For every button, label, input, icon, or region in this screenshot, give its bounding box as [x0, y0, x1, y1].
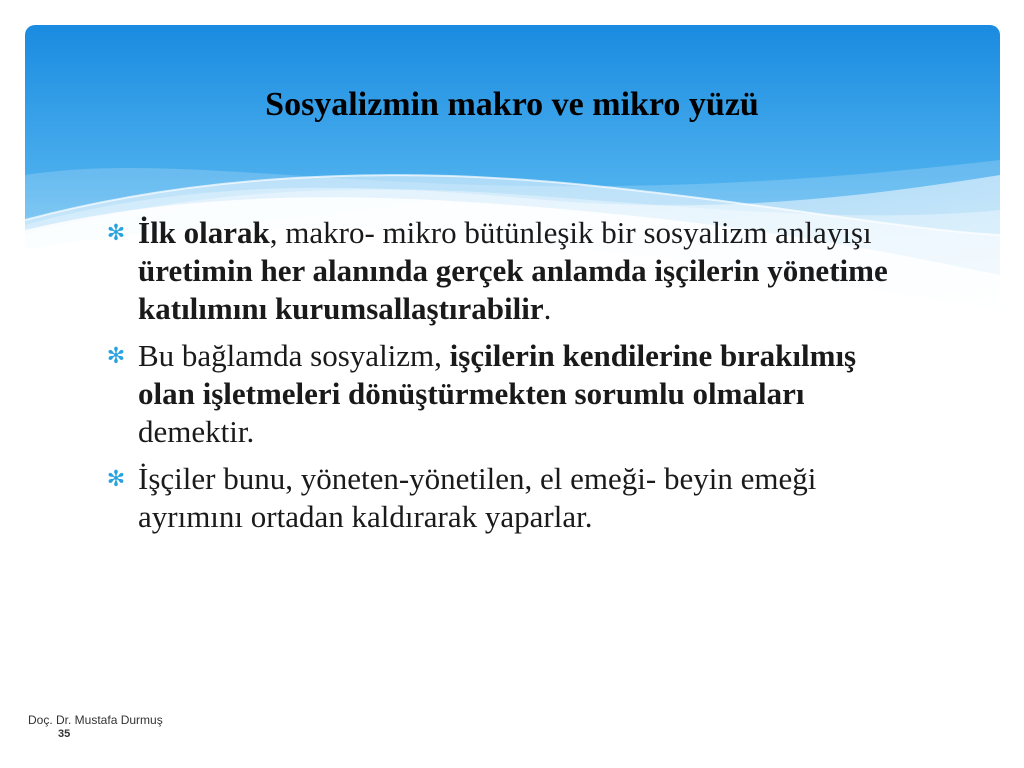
- bullet-text: Bu bağlamda sosyalizm,: [138, 338, 450, 373]
- asterisk-bullet-icon: ✻: [106, 467, 126, 492]
- bullet-text-bold: işçilerin kendilerine bırakılmış olan işletmeleri dönüştürmekten sorumlu olmaları: [138, 338, 857, 411]
- list-item: [106, 460, 906, 536]
- list-item: [106, 337, 906, 451]
- bullet-text: İşçiler bunu, yöneten-yönetilen, el emeği- beyin emeği ayrımını ortadan kaldırarak yaparlar.: [138, 461, 817, 534]
- bullet-text-bold: İlk olarak: [138, 215, 270, 250]
- bullet-text: demektir.: [138, 414, 255, 449]
- asterisk-bullet-icon: ✻: [106, 221, 126, 246]
- asterisk-bullet-icon: ✻: [106, 344, 126, 369]
- bullet-text-bold: üretimin her alanında gerçek anlamda işçilerin yönetime katılımını kurumsallaştırabilir: [138, 253, 888, 326]
- bullet-list: [106, 214, 906, 545]
- page-number: 35: [58, 728, 71, 740]
- bullet-text: .: [543, 291, 552, 326]
- list-item: [106, 214, 906, 328]
- bullet-text: , makro- mikro bütünleşik bir sosyalizm anlayışı: [269, 215, 872, 250]
- footer-author: Doç. Dr. Mustafa Durmuş: [28, 713, 163, 727]
- slide-title: Sosyalizmin makro ve mikro yüzü: [265, 86, 759, 123]
